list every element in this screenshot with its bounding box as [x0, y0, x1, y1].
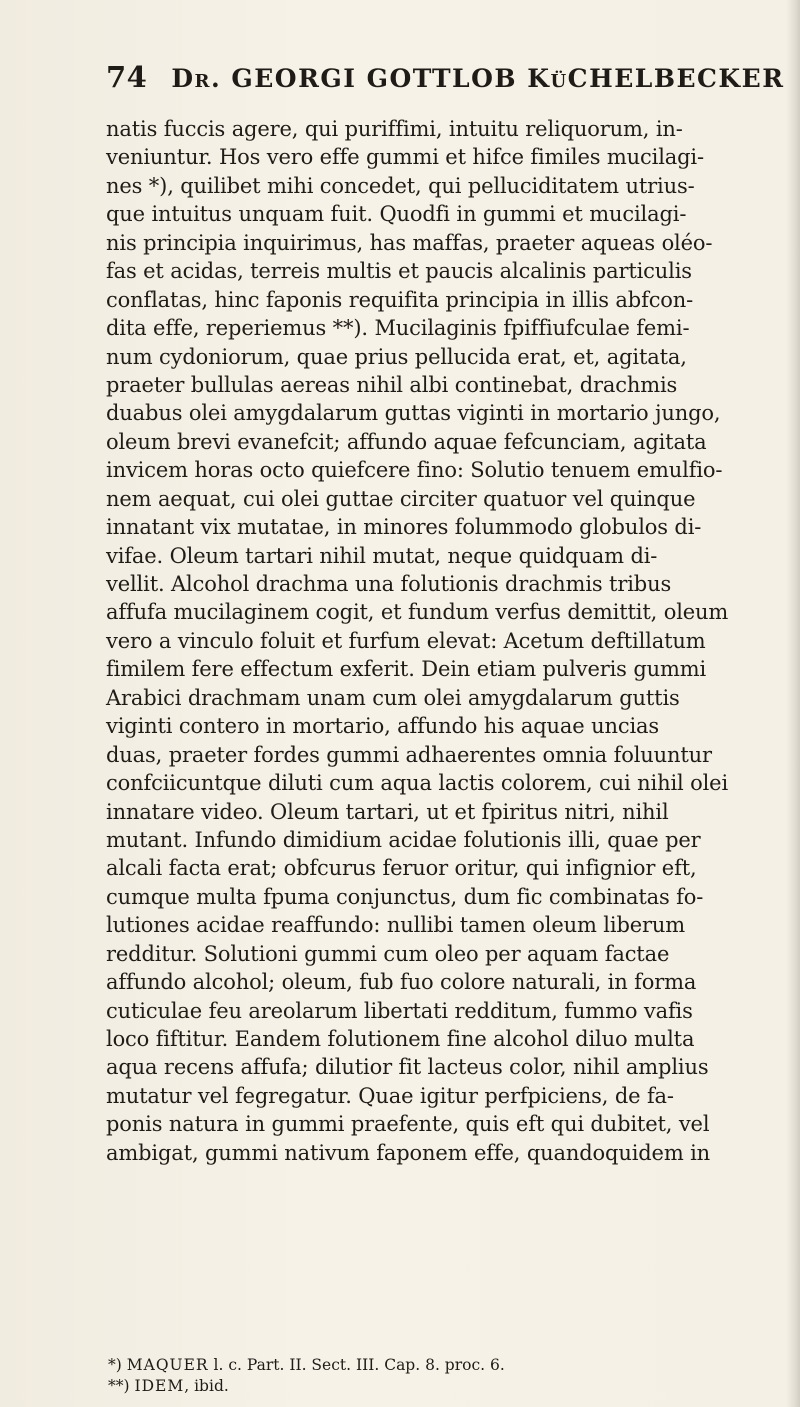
text-line: nis principia inquirimus, has maffas, praeter aqueas oléo- — [106, 230, 713, 255]
page-header — [106, 60, 786, 108]
text-line: alcali facta erat; obfcurus feruor oritur, qui infignior eft, — [106, 856, 697, 881]
text-line: viginti contero in mortario, affundo his aquae uncias — [106, 714, 660, 739]
footnote-text: , ibid. — [184, 1377, 229, 1395]
text-line: ambigat, gummi nativum faponem effe, quandoquidem in — [106, 1140, 711, 1165]
text-line: confciicuntque diluti cum aqua lactis colorem, cui nihil olei — [106, 771, 729, 796]
text-line: ponis natura in gummi praefente, quis eft qui dubitet, vel — [106, 1112, 710, 1137]
text-line: veniuntur. Hos vero effe gummi et hifce fimiles mucilagi- — [106, 145, 704, 170]
text-line: nes *), quilibet mihi concedet, qui pelluciditatem utrius- — [106, 173, 695, 198]
page-number: 74 — [106, 60, 148, 94]
text-line: duabus olei amygdalarum guttas viginti in mortario jungo, — [106, 401, 721, 426]
text-line: fimilem fere effectum exferit. Dein etiam pulveris gummi — [106, 657, 707, 682]
text-line: affufa mucilaginem cogit, et fundum verfus demittit, oleum — [106, 600, 729, 625]
text-line: mutant. Infundo dimidium acidae folutionis illi, quae per — [106, 827, 701, 852]
text-line: vellit. Alcohol drachma una folutionis drachmis tribus — [106, 572, 672, 596]
text-line: redditur. Solutioni gummi cum oleo per aquam factae — [106, 941, 670, 966]
text-line: innatant vix mutatae, in minores folummodo globulos di- — [106, 515, 702, 540]
text-line: duas, praeter fordes gummi adhaerentes omnia foluuntur — [106, 742, 712, 767]
text-line: invicem horas octo quiefcere fino: Solutio tenuem emulfio- — [106, 458, 723, 483]
footnote — [108, 1355, 788, 1376]
running-head: Dr. GEORGI GOTTLOB KüCHELBECKER — [171, 64, 785, 93]
footnotes — [108, 1355, 788, 1397]
footnote-author: IDEM — [134, 1377, 185, 1395]
text-line: cumque multa fpuma conjunctus, dum fic combinatas fo- — [106, 884, 704, 909]
text-line: nem aequat, cui olei guttae circiter quatuor vel quinque — [106, 486, 696, 511]
text-line: aqua recens affufa; dilutior fit lacteus color, nihil amplius — [106, 1055, 709, 1080]
footnote-marker: **) — [108, 1377, 130, 1395]
text-line: natis fuccis agere, qui puriffimi, intuitu reliquorum, in- — [106, 117, 683, 141]
text-line: praeter bullulas aereas nihil albi continebat, drachmis — [106, 372, 678, 397]
text-line: lutiones acidae reaffundo: nullibi tamen oleum liberum — [106, 913, 686, 938]
body-text — [106, 115, 796, 1167]
footnote-marker: *) — [108, 1356, 122, 1374]
text-line: que intuitus unquam fuit. Quodfi in gummi et mucilagi- — [106, 202, 687, 227]
text-line: vifae. Oleum tartari nihil mutat, neque quidquam di- — [106, 543, 658, 568]
text-line: vero a vinculo foluit et furfum elevat: Acetum deftillatum — [106, 628, 706, 653]
text-line: Arabici drachmam unam cum olei amygdalarum guttis — [106, 685, 680, 710]
text-line: oleum brevi evanefcit; affundo aquae fefcunciam, agitata — [106, 429, 707, 454]
text-line: dita effe, reperiemus **). Mucilaginis fpiffiufculae femi- — [106, 316, 690, 341]
footnote-text: l. c. Part. II. Sect. III. Cap. 8. proc. 6. — [213, 1356, 505, 1374]
text-line: innatare video. Oleum tartari, ut et fpiritus nitri, nihil — [106, 799, 669, 824]
text-line: fas et acidas, terreis multis et paucis alcalinis particulis — [106, 259, 692, 284]
text-line: affundo alcohol; oleum, fub fuo colore naturali, in forma — [106, 970, 697, 995]
text-line: mutatur vel fegregatur. Quae igitur perfpiciens, de fa- — [106, 1083, 674, 1108]
text-line: num cydoniorum, quae prius pellucida erat, et, agitata, — [106, 344, 687, 369]
text-line: loco fiftitur. Eandem folutionem fine alcohol diluo multa — [106, 1027, 695, 1051]
footnote-author: MAQUER — [126, 1356, 209, 1374]
text-line: conflatas, hinc faponis requifita principia in illis abfcon- — [106, 287, 694, 312]
footnote — [108, 1376, 788, 1397]
text-line: cuticulae feu areolarum libertati redditum, fummo vafis — [106, 998, 693, 1023]
